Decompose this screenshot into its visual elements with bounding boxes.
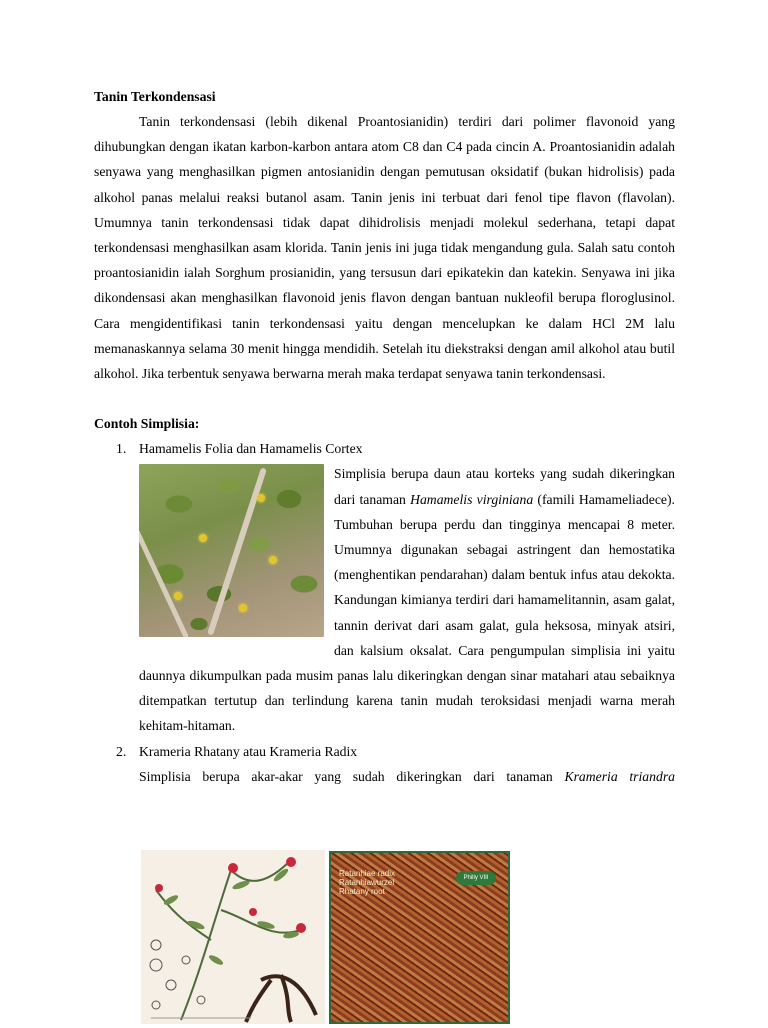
branch-shape [139,529,189,637]
krameria-images [141,850,511,1024]
flower-shape [269,556,277,564]
list-item-body [139,764,675,789]
body-paragraph: Tanin terkondensasi (lebih dikenal Proantosianidin) terdiri dari polimer flavonoid yang dihubungkan dengan ikatan karbon-karbon antara atom C8 dan C4 pada cincin A. Proantosianidin adalah senyawa yang menghasilkan pigmen antosianidin dengan pemutusan oksidatif (bukan hidrolisis) pada alkohol panas melalui reaksi butanol asam. Tanin jenis ini terbuat dari fenol tipe flavon (flavolan). Umumnya tanin terkondensasi tidak dapat dihidrolisis menjadi molekul sederhana, tetapi dapat terkondensasi menghasilkan asam klorida. Tanin jenis ini juga tidak mengandung gula. Salah satu contoh proantosianidin ialah Sorghum prosianidin, yang tersusun dari epikatekin dan katekin. Senyawa ini jika dikondensasi akan menghasilkan flavonoid jenis flavon dengan bantuan nukleofil berupa floroglusinol. Cara mengidentifikasi tanin terkondensasi yaitu dengan mencelupkan ke dalam HCl 2M lalu memanaskannya selama 30 menit hingga mendidih. Setelah itu diekstraksi dengan amil alkohol atau butil alkohol. Jika terbentuk senyawa berwarna merah maka terdapat senyawa tanin terkondensasi. [94,114,675,382]
flower-shape [239,604,247,612]
item-text-before: Simplisia berupa daun atau korteks yang sudah dikeringkan dari tanaman [334,466,675,507]
species-name: Hamamelis virginiana [410,491,534,507]
list-item-body [139,461,675,738]
root-photo-badge: Philly VIII [456,871,496,885]
botanical-drawing [141,850,325,1024]
document-page [94,84,675,789]
list-item-title: Krameria Rhatany atau Krameria Radix [139,743,358,759]
flower-shape [199,534,207,542]
item-text-after: (famili Hamameliadece). Tumbuhan berupa perdu dan tingginya mencapai 8 meter. Umumnya digunakan sebagai astringent dan hemostatika (menghentikan pendarahan) dalam bentuk infus atau dekokta. Kandungan kimianya terdiri dari hamamelitannin, asam galat, tannin derivat dari asam galat, gula heksosa, minyak atsiri, dan kalsium oksalat. Cara pengumpulan simplisia ini yaitu daunnya dikumpulkan pada musim panas lalu dikeringkan dengan sinar matahari atau sebaiknya ditempatkan tertutup dan terlindung karena tanin mudah teroksidasi menjadi warna merah kehitam-hitaman. [139,491,675,734]
item-text-before: Simplisia berupa akar-akar yang sudah dikeringkan dari tanaman [139,768,565,784]
krameria-root-photo [329,851,510,1024]
list-number: 2. [116,743,127,759]
list-item [94,436,675,461]
root-photo-label [339,869,395,896]
krameria-botanical-illustration [141,850,325,1024]
root-label-line: Rhatany root [339,887,385,896]
list-item [94,739,675,764]
flower-shape [257,494,265,502]
flower-shape [174,592,182,600]
root-label-line: Ratanhiae radix [339,869,396,878]
root-label-line: Ratanhiawurzel [339,878,395,887]
examples-heading: Contoh Simplisia: [94,416,200,432]
branch-shape [207,468,267,636]
hamamelis-photo [139,464,324,637]
list-item-title: Hamamelis Folia dan Hamamelis Cortex [139,441,363,457]
list-number: 1. [116,441,127,457]
section-heading: Tanin Terkondensasi [94,89,216,104]
species-name: Krameria triandra [564,768,675,784]
